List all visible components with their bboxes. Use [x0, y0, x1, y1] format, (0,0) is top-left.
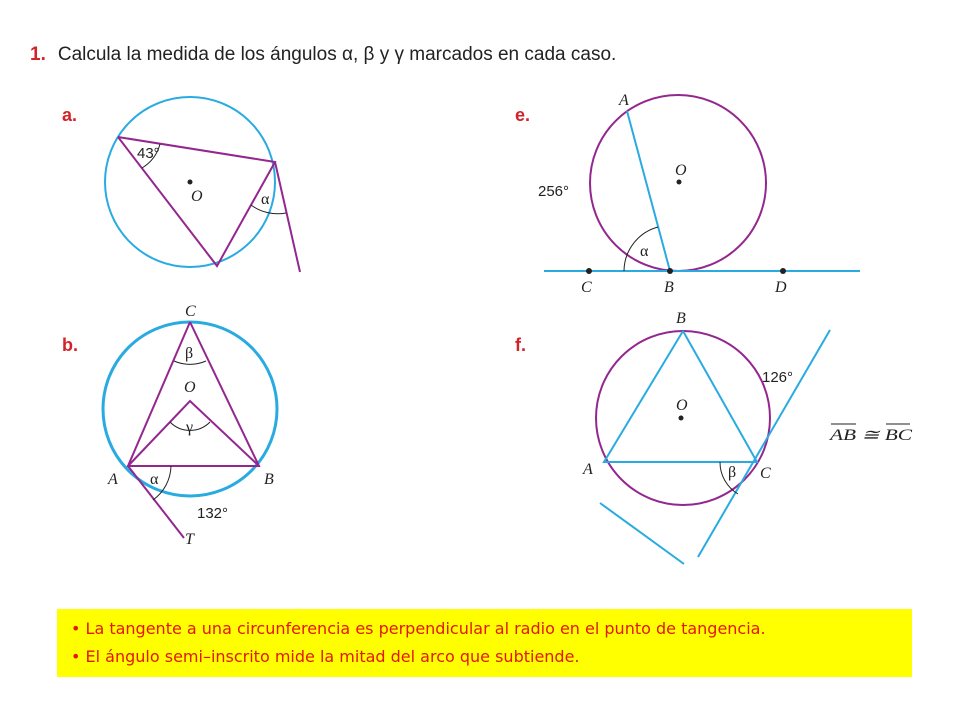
alpha-label-e: α [640, 243, 649, 260]
beta-label-b: β [185, 345, 194, 362]
figure-f [582, 310, 912, 564]
gamma-label-b: γ [186, 419, 194, 436]
point-A-f: A [583, 461, 593, 478]
point-B-b: B [264, 471, 274, 488]
central-angle-b [128, 401, 259, 466]
point-A-b: A [108, 471, 118, 488]
angle-43-label: 43° [137, 145, 160, 162]
exercise-number: 1. [30, 44, 46, 65]
panel-f-label: f. [515, 335, 526, 355]
center-dot-e [677, 180, 682, 185]
point-C-e: C [581, 279, 592, 296]
alpha-label-b: α [150, 471, 159, 488]
figure-b [103, 303, 277, 548]
figure-a [105, 97, 300, 272]
panel-a-label: a. [62, 105, 78, 125]
point-D-e: D [775, 279, 787, 296]
figure-e [538, 92, 860, 296]
hint-line-2: • El ángulo semi–inscrito mide la mitad del arco que subtiende. [71, 647, 580, 666]
point-O-e: O [675, 162, 687, 179]
arc-256-label: 256° [538, 183, 570, 200]
point-dot-D-e [780, 268, 786, 274]
center-dot-a [188, 180, 193, 185]
center-label-a: O [191, 188, 203, 205]
point-C-b: C [185, 303, 196, 320]
point-T-b: T [185, 531, 194, 548]
center-dot-f [679, 416, 684, 421]
hint-box [57, 609, 912, 677]
point-O-f: O [676, 397, 688, 414]
point-C-f: C [760, 465, 771, 482]
point-dot-C-e [586, 268, 592, 274]
exercise-statement: Calcula la medida de los ángulos α, β y γ marcados en cada caso. [57, 44, 617, 65]
beta-label-f: β [728, 464, 737, 481]
chord-AB-e [627, 111, 670, 271]
panel-b-label: b. [62, 335, 78, 355]
point-B-f: B [676, 310, 686, 327]
point-O-b: O [184, 379, 196, 396]
congruence-label: AB ≅ BC [828, 427, 913, 444]
point-dot-B-e [667, 268, 673, 274]
secant-segment-f [600, 503, 684, 564]
tangent-line-f [698, 330, 830, 557]
point-A-e: A [619, 92, 629, 109]
panel-e-label: e. [515, 105, 531, 125]
arc-132-label: 132° [197, 505, 229, 522]
point-B-e: B [664, 279, 674, 296]
hint-line-1: • La tangente a una circunferencia es perpendicular al radio en el punto de tangencia. [71, 619, 766, 638]
tangent-a [275, 162, 300, 272]
arc-126-label: 126° [762, 369, 794, 386]
alpha-label-a: α [261, 191, 270, 208]
